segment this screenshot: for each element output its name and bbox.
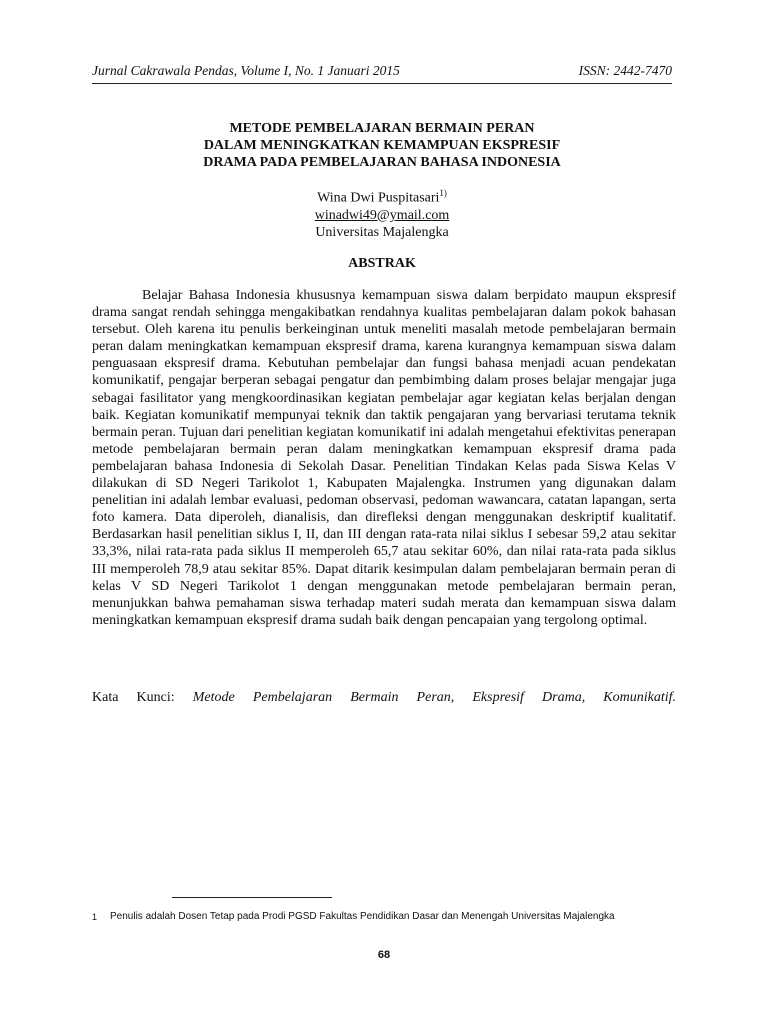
keywords-line	[92, 690, 676, 706]
footnote-text: Penulis adalah Dosen Tetap pada Prodi PGSD Fakultas Pendidikan Dasar dan Menengah Universitas Majalengka	[110, 911, 615, 922]
issn-label: ISSN: 2442-7470	[578, 63, 672, 78]
keywords-terms: Metode Pembelajaran Bermain Peran, Ekspresif Drama, Komunikatif.	[192, 690, 677, 705]
journal-citation: Jurnal Cakrawala Pendas, Volume I, No. 1 Januari 2015	[92, 63, 400, 78]
author-email[interactable]: winadwi49@ymail.com	[314, 207, 450, 223]
page-number: 68	[377, 949, 391, 961]
title-line: DRAMA PADA PEMBELAJARAN BAHASA INDONESIA	[203, 155, 561, 170]
author-name-line	[92, 185, 672, 207]
footnote	[92, 910, 652, 924]
author-affiliation: Universitas Majalengka	[315, 224, 449, 240]
paper-title	[92, 120, 672, 171]
title-line: METODE PEMBELAJARAN BERMAIN PERAN	[229, 121, 535, 136]
author-name: Wina Dwi Puspitasari	[317, 190, 440, 206]
footnote-separator	[172, 897, 332, 898]
running-header	[92, 63, 672, 84]
author-block	[92, 185, 672, 241]
abstract-body: Belajar Bahasa Indonesia khususnya kemampuan siswa dalam berpidato maupun ekspresif drama sangat rendah sehingga mengakibatkan rendahnya kualitas pembelajaran dalam pokok bahasan tersebut. Oleh karena itu penulis berkeinginan untuk meneliti masalah metode pembelajaran bermain peran dalam meningkatkan kemampuan ekspresif drama, karena kurangnya kemampuan siswa dalam penguasaan ekspresif drama. Kebutuhan pembelajar dan fungsi bahasa menjadi acuan pendekatan komunikatif, pengajar berperan sebagai pengatur dan pembimbing dalam proses belajar mengajar juga sebagai fasilitator yang mengkoordinasikan kegiatan pembelajar agar kegiatan kelas berjalan dengan baik. Kegiatan komunikatif mempunyai teknik dan taktik pengajaran yang bervariasi terutama teknik bermain peran. Tujuan dari penelitian kegiatan komunikatif ini adalah mengetahui efektivitas penerapan metode pembelajaran bermain peran dalam meningkatkan kemampuan ekspresif drama pada pembelajaran bahasa Indonesia di Sekolah Dasar. Penelitian Tindakan Kelas pada Siswa Kelas V dilakukan di SD Negeri Tarikolot 1, Kabupaten Majalengka. Instrumen yang digunakan dalam penelitian ini adalah lembar evaluasi, pedoman observasi, pedoman wawancara, catatan lapangan, serta foto kamera. Data diperoleh, dianalisis, dan direfleksi dengan menggunakan deskriptif kualitatif. Berdasarkan hasil penelitian siklus I, II, dan III dengan rata-rata nilai siklus I sebesar 59,2 atau sekitar 33,3%, nilai rata-rata pada siklus II memperoleh 65,7 atau sekitar 60%, dan nilai rata-rata pada siklus III memperoleh 78,9 atau sekitar 85%. Dapat ditarik kesimpulan dalam pembelajaran bermain peran di kelas V SD Negeri Tarikolot 1 dengan menggunakan metode pembelajaran bermain peran, menunjukkan bahwa pemahaman siswa terhadap materi sudah merata dan kemampuan siswa dalam meningkatkan kemampuan ekspresif drama sudah baik dengan pencapaian yang tergolong optimal.	[92, 288, 676, 628]
abstract-heading: ABSTRAK	[348, 256, 416, 271]
keywords-label: Kata Kunci:	[92, 690, 175, 705]
author-footnote-ref: 1)	[439, 188, 447, 198]
footnote-marker: 1	[92, 912, 98, 922]
title-line: DALAM MENINGKATKAN KEMAMPUAN EKSPRESIF	[203, 138, 561, 153]
